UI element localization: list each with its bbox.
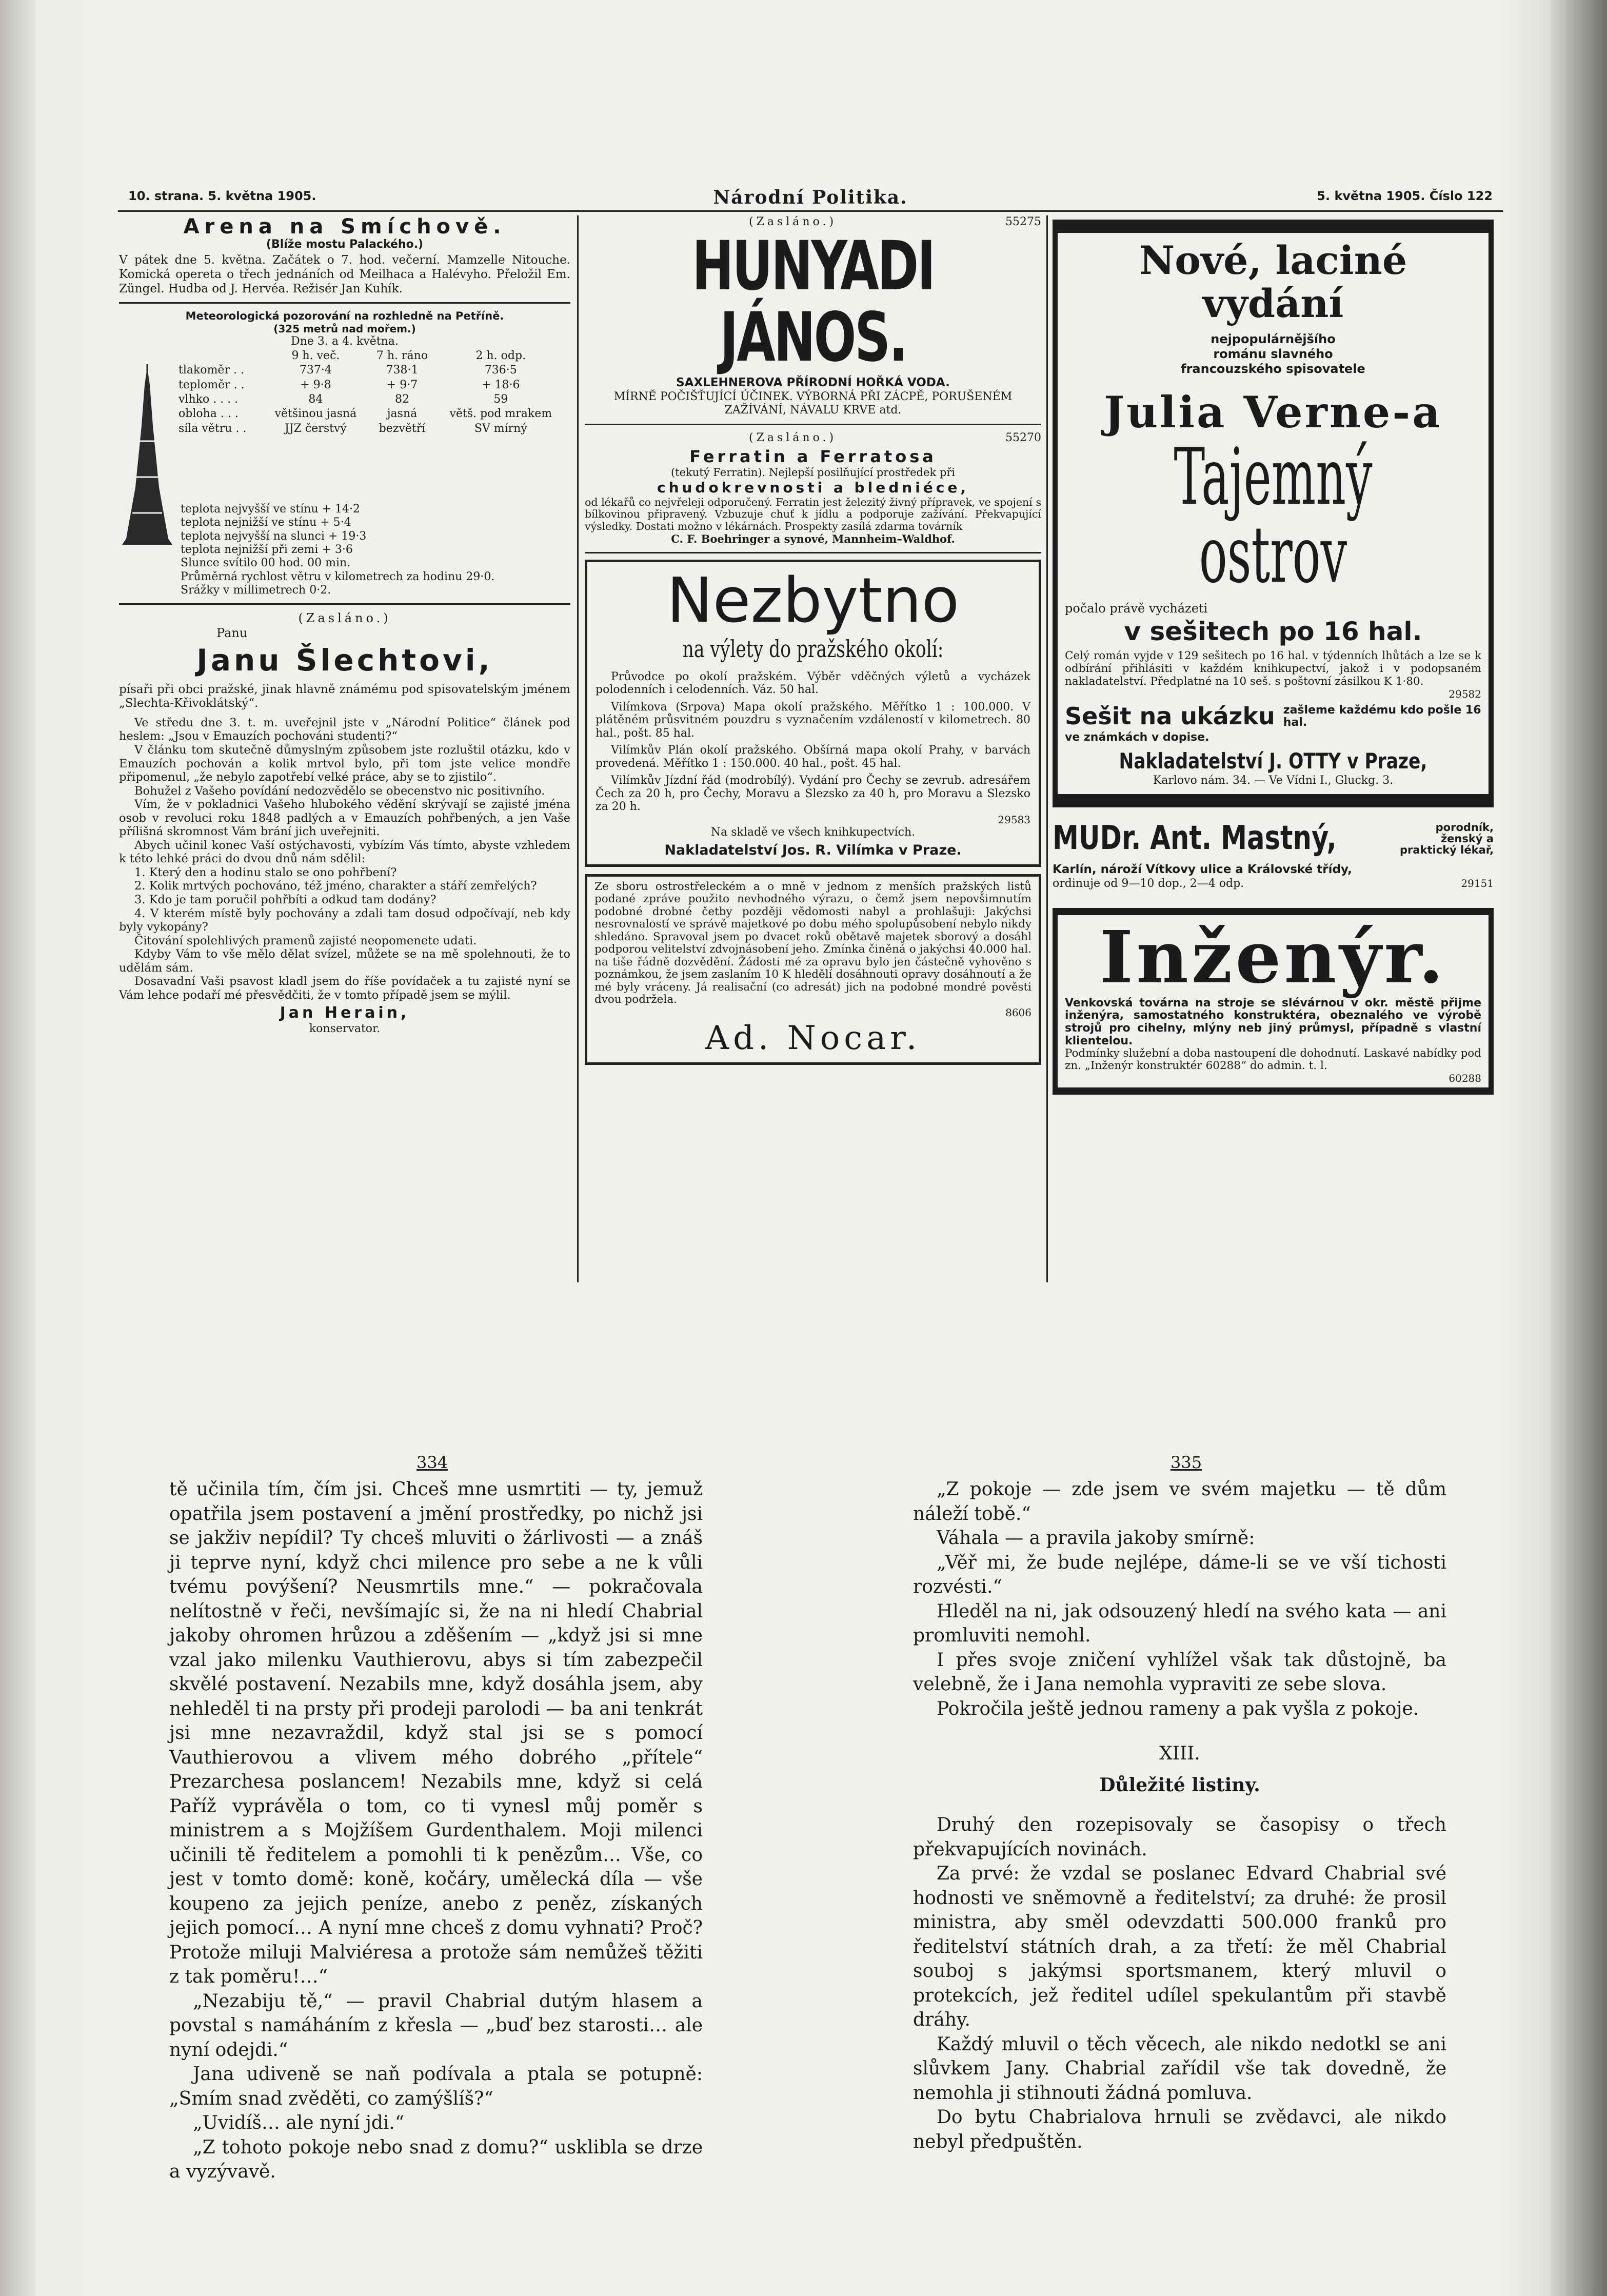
meteo-cell: větš. pod mrakem — [449, 407, 552, 421]
zaslano-label: (Zasláno.) — [749, 431, 837, 444]
meteo-head-cell: 9 h. več. — [291, 349, 340, 362]
column-rule-1 — [577, 215, 579, 1282]
mastny-ad — [1053, 819, 1494, 906]
signature-role: konservator. — [309, 1022, 381, 1036]
letter-paragraph: 4. V kterém místě byly pochovány a zdali tam dosud odpočívají, neb kdy byly vykopány? — [119, 906, 570, 934]
story-paragraph: Za prvé: že vzdal se poslanec Edvard Chabrial své hodnosti ve sněmovně a ředitelství; za druhé: že prosil ministra, aby směl odevzdatti 500.000 franků pro ředitelství státních drah, a za třetí: že měl Chabrial souboj s jakýmsi sportsmanem, který mluvil o protekcích, jež ředitel udílel spekulantům při stavbě dráhy. — [913, 1863, 1446, 2031]
column-3 — [1053, 215, 1494, 1095]
letter-paragraph: Ve středu dne 3. t. m. uveřejnil jste v „Národní Politice“ článek pod heslem: „Jsou v Emauzích pochováni studenti?“ — [119, 716, 570, 743]
left-binding-edge — [0, 0, 36, 2296]
mastny-code: 29151 — [1461, 877, 1494, 889]
meteo-cell: teploměr . . — [178, 378, 245, 391]
meteo-cell: SV mírný — [474, 422, 527, 435]
nocar-signature: Ad. Nocar. — [705, 1019, 921, 1057]
meteo-cell: bezvětří — [379, 422, 426, 435]
ad-code: 55275 — [1005, 215, 1041, 228]
letter-paragraph: 1. Který den a hodinu stalo se ono pohřbení? — [134, 865, 397, 879]
black-border-top — [1053, 908, 1494, 915]
verne-ad-text: Celý román vyjde v 129 sešitech po 16 hal. v týdenních lhůtách a lze se k odbírání přihlásiti v každém knihkupectví, jakož i v podopsaném nakladatelství. Předplatné na 10 seš. s poštovní zásilkou K 1·80. — [1065, 649, 1481, 688]
story-paragraph: „Z pokoje — zde jsem ve svém majetku — tě dům náleží tobě.“ — [913, 1479, 1446, 1525]
meteo-cell: 82 — [394, 392, 409, 406]
header-rule — [118, 210, 1503, 212]
stamps-note: ve známkách v dopise. — [1065, 730, 1209, 744]
sbor-code: 8606 — [1005, 1006, 1031, 1019]
mastny-role: porodník, ženský a praktický lékař, — [1399, 821, 1494, 856]
story-paragraph: Váhala — a pravila jakoby smírně: — [937, 1528, 1255, 1549]
verne-ad-line-3: francouzského spisovatele — [1181, 361, 1365, 376]
nezbytno-subtitle: na výlety do pražského okolí: — [682, 635, 944, 663]
sample-row — [1065, 702, 1481, 730]
hunyadi-title: HUNYADI JÁNOS. — [692, 227, 934, 377]
meteo-cell: 738·1 — [386, 364, 419, 377]
meteo-cell: + 9·7 — [386, 378, 418, 391]
sesitech-line: v sešitech po 16 hal. — [1124, 617, 1422, 647]
header-left: 10. strana. 5. května 1905. — [128, 189, 316, 203]
column-rule-2 — [1046, 215, 1048, 1282]
meteo-line: Slunce svítilo 00 hod. 00 min. — [181, 557, 351, 570]
letter-paragraph: 3. Kdo je tam poručil pohřbíti a odkud tam dodány? — [134, 893, 437, 906]
letter-intro: písaři při obci pražské, jinak hlavně známému pod spisovatelským jménem „Slechta-Křivoklátský“. — [119, 682, 570, 710]
meteo-row — [175, 407, 565, 421]
nezbytno-ad — [585, 560, 1041, 867]
ferratin-line-1: (tekutý Ferratin). Nejlepší posilňující prostředek při — [670, 466, 956, 479]
book-title: Tajemný ostrov — [1174, 431, 1373, 601]
pocalo-text: počalo právě vycházeti — [1065, 601, 1208, 616]
nezbytno-item: Vilímkův Jízdní řád (modrobílý). Vydání pro Čechy se zevrub. adresářem Čech za 20 h, pro Čechy, Moravu a Slezsko za 40 h, pro Moravu a Slezsko za 20 h. — [596, 774, 1030, 814]
meteo-cell: 84 — [308, 392, 323, 406]
verne-ad — [1053, 233, 1494, 794]
story-paragraph: Do bytu Chabrialova hrnuli se zvědavci, ale nikdo nebyl předpuštěn. — [913, 2107, 1446, 2152]
meteo-cell: 59 — [493, 392, 508, 406]
story-paragraph: Každý mluvil o těch věcech, ale nikdo nedotkl se ani slůvkem Jany. Chabrial zařídil vše tak dovedně, že nemohla ji stihnouti žádná pomluva. — [913, 2033, 1446, 2104]
meteo-line: teplota nejnižší ve stínu + 5·4 — [181, 516, 351, 529]
meteo-head-cell: 7 h. ráno — [376, 349, 428, 362]
sample-note: zašleme každému kdo pošle 16 hal. — [1283, 703, 1481, 729]
story-paragraph: Druhý den rozepisovaly se časopisy o třech překvapujících novinách. — [913, 1814, 1446, 1860]
meteo-cell: 736·5 — [484, 364, 517, 377]
verne-ad-line-1: nejpopulárnějšího — [1211, 332, 1336, 347]
divider — [585, 424, 1041, 425]
story-paragraph: I přes svoje zničení vyhlížel však tak důstojně, ba velebně, že i Jana nemohla vypraviti ze sebe slova. — [913, 1649, 1446, 1695]
letter-paragraph: Kdyby Vám to vše mělo dělat svízel, můžete se na mě spolehnouti, že to udělám sám. — [119, 947, 570, 975]
meteo-line: Srážky v millimetrech 0·2. — [181, 584, 331, 597]
author-name: Julia Verne-a — [1104, 386, 1442, 438]
verne-ad-title: Nové, laciné vydání — [1139, 237, 1407, 326]
hunyadi-line-2: MÍRNĚ POČIŠŤUJÍCÍ ÚČINEK. VÝBORNÁ PŘI ZÁCPĚ, PORUŠENÉM ZAŽÍVÁNÍ, NÁVALU KRVE atd. — [613, 390, 1013, 417]
mastny-name: MUDr. Ant. Mastný, — [1053, 819, 1337, 857]
ferratin-line-4: C. F. Boehringer a synové, Mannheim–Waldhof. — [671, 532, 955, 546]
right-page-edge — [1551, 0, 1607, 2296]
zaslano-label: (Zasláno.) — [298, 611, 391, 626]
sbor-text: Ze sboru ostrostřeleckém a o mně v jednom z menších pražských listů podané zpráve použito nevhodného výrazu, o čemž jsem nepovšimnutím podobné drobné četby později vědomosti nabyl a prohlašuji: Jakýchsi nesrovnalostí ve správě majetkové po dobu mého spolupůsobení nebylo nikdy shledáno. Spravoval jsem po dvacet roků obětavě majetek sborový a dosáhl podporou velitelství zdvojnásobení jeho. Zmínka činěná o jakýchsi 40.000 hal. na tiše řádně dozvědění. Žádosti mé za opravu bylo jen částečně vyhověno s poznámkou, že jsem zaslaním 10 K hledělí dosáhnouti opravy dosáhnoutí a že mé byly vráceny. Já realisační (co adresát) jich na podobné mondré pověsti dvou podržela. — [594, 880, 1031, 1006]
story-paragraph: „Nezabiju tě,“ — pravil Chabrial dutým hlasem a povstal s namáháním z křesla — „buď bez starosti… ale nyní odejdi.“ — [169, 1990, 703, 2061]
meteo-cell: síla větru . . — [178, 422, 247, 435]
inzenyr-ad — [1053, 915, 1494, 1088]
meteo-cell: vlhko . . . . — [178, 392, 239, 406]
meteo-head-cell: 2 h. odp. — [475, 349, 526, 362]
divider — [585, 552, 1041, 553]
arena-title: Arena na Smíchově. — [183, 215, 506, 239]
ferratin-line-3: od lékařů co nejvřeleji odporučený. Ferratin jest železitý živný přípravek, ve spojení s bílkovinou připravený. Vzbuzuje chuť k jídlu a podporuje zažívání. Překvapující výsledky. Dostati možno v lékárnách. Prospekty zasílá zdarma továrník — [585, 496, 1041, 532]
nezbytno-items — [596, 670, 1030, 814]
meteo-cell: většinou jasná — [274, 407, 357, 421]
letter-body — [119, 716, 570, 1002]
story-paragraph: Jana udiveně se naň podívala a ptala se potupně: „Smím snad zvěděti, co zamýšlíš?“ — [169, 2064, 703, 2109]
meteo-line: teplota nejvyšší ve stínu + 14·2 — [181, 502, 361, 516]
ad-code: 55270 — [1005, 431, 1041, 444]
verne-ad-line-2: románu slavného — [1213, 346, 1333, 361]
black-border-bottom — [1053, 1087, 1494, 1095]
inzenyr-title: Inženýr. — [1099, 915, 1447, 1000]
sbor-notice — [585, 874, 1041, 1065]
nezbytno-title: Nezbytno — [666, 565, 960, 637]
page-number-right: 335 — [1170, 1453, 1202, 1472]
meteo-cell: obloha . . . — [178, 407, 239, 421]
chapter-title: Důležité listiny. — [1099, 1774, 1260, 1796]
meteo-row — [175, 422, 565, 436]
ferratin-line-2: chudokrevnosti a bledniéce, — [657, 479, 969, 497]
letter-paragraph: Vím, že v pokladnici Vašeho hlubokého vědění skrývají se zajisté jména osob v revoluci roku 1848 padlých a v Emauzích pohřbených, a jen Vaše přílišná skromnost Vám brání jich uveřejniti. — [119, 798, 570, 839]
verne-ad-code: 29582 — [1449, 688, 1481, 701]
story-paragraph: Pokročila ještě jednou rameny a pak vyšla z pokoje. — [937, 1698, 1419, 1719]
meteo-line: Průměrná rychlost větru v kilometrech za hodinu 29·0. — [181, 570, 495, 583]
meteo-row — [175, 363, 565, 378]
divider — [119, 603, 570, 605]
masthead-title: Národní Politika. — [713, 187, 908, 208]
meteo-table — [175, 349, 565, 436]
otty-address: Karlovo nám. 34. — Ve Vídni I., Gluckg. 3. — [1153, 774, 1394, 787]
meteo-cell: + 9·8 — [300, 378, 331, 391]
meteo-block — [119, 349, 570, 503]
meteo-title: Meteorologická pozorování na rozhledně na Petříně. — [185, 310, 504, 323]
ferratin-title: Ferratin a Ferratosa — [689, 446, 937, 466]
story-paragraph: „Z tohoto pokoje nebo snad z domu?“ usklibla se drze a vyzývavě. — [169, 2136, 703, 2183]
otty-publisher: Nakladatelství J. OTTY v Praze, — [1119, 748, 1427, 774]
meteo-dates: Dne 3. a 4. května. — [291, 335, 399, 348]
letter-paragraph: Čitování spolehlivých pramenů zajisté neopomenete udati. — [134, 934, 477, 947]
nezbytno-publisher: Nakladatelství Jos. R. Vilímka v Praze. — [664, 842, 962, 859]
meteo-cell: + 18·6 — [482, 378, 520, 391]
nezbytno-item: Vilímkův Plán okolí pražského. Obšírná mapa okolí Prahy, v barvách provedená. Měřítko 1 : 150.000. 40 hal., pošt. 45 hal. — [596, 744, 1030, 770]
meteo-header-row — [175, 349, 565, 363]
running-header — [128, 189, 1493, 209]
letter-signature: Jan Herain, — [280, 1004, 410, 1022]
inzenyr-text: Venkovská továrna na stroje se slévárnou v okr. městě přijme inženýra, samostatného konstruktéra, obeznalého ve výrobě strojů pro cihelny, mlýny neb jiný průmysl, případně s vlastní klientelou. — [1065, 996, 1481, 1047]
letter-paragraph: V článku tom skutečně důmyslným způsobem jste rozluštil otázku, kdo v Emauzích pochován a kolik mrtvol bylo, při tom jste velice mondře připomenul, „že nebylo zapotřebí velké práce, aby se to zjistilo“. — [119, 743, 570, 784]
arena-text: V pátek dne 5. května. Začátek o 7. hod. večerní. Mamzelle Nitouche. Komická opereta o třech jednáních od Meilhaca a Halévyho. Přeložil Em. Züngel. Hudba od J. Hervéa. Režisér Jan Kuhík. — [119, 253, 570, 295]
arena-subtitle: (Blíže mostu Palackého.) — [266, 238, 424, 251]
story-paragraph: „Uvidíš… ale nyní jdi.“ — [193, 2112, 405, 2134]
letter-paragraph: Abych učinil konec Vaší ostýchavosti, vybízím Vás tímto, abyste vzhledem k této lehké práci do dvou dnů nám sdělil: — [119, 838, 570, 866]
meteo-line: teplota nejnižší při zemi + 3·6 — [181, 543, 353, 556]
nezbytno-code: 29583 — [998, 813, 1030, 826]
black-border-top — [1053, 220, 1494, 233]
meteo-head-cell — [175, 349, 263, 363]
nezbytno-note: Na skladě ve všech knihkupectvích. — [710, 825, 916, 839]
petrin-tower-icon — [119, 364, 175, 549]
header-right: 5. května 1905. Číslo 122 — [1317, 189, 1493, 203]
divider — [119, 302, 570, 304]
letter-addressee: Janu Šlechtovi, — [196, 643, 493, 678]
mastny-hours: ordinuje od 9—10 dop., 2—4 odp. — [1053, 877, 1244, 890]
meteo-notes — [181, 503, 570, 598]
column-2 — [585, 215, 1041, 1065]
meteo-line: teplota nejvyšší na slunci + 19·3 — [181, 529, 367, 543]
inzenyr-code: 60288 — [1449, 1072, 1481, 1085]
meteo-cell: JJZ čerstvý — [285, 422, 347, 435]
letter-paragraph: Dosavadní Vaši psavost kladl jsem do říše povídaček a tu zajisté nyní se Vám lehce podaří mé přesvědčiti, že v tomto případě jsem se mýlil. — [119, 975, 570, 1002]
meteo-cell: tlakoměr . . — [178, 364, 244, 377]
meteo-row — [175, 392, 565, 407]
story-paragraph: Hleděl na ni, jak odsouzený hledí na svého kata — ani promluviti nemohl. — [913, 1600, 1446, 1647]
meteo-row — [175, 378, 565, 392]
nezbytno-item: Průvodce po okolí pražském. Výběr vděčných výletů a vycházek polodenních i celodenních. Váz. 50 hal. — [596, 670, 1030, 697]
nezbytno-item: Vilímkova (Srpova) Mapa okolí pražského. Měřítko 1 : 100.000. V plátěném průsvitném pouzdru s vyznačením vzdáleností v kilometrech. 80 hal., pošt. 85 hal. — [596, 700, 1030, 740]
zaslano-row — [585, 431, 1041, 447]
chapter-number: XIII. — [1159, 1743, 1200, 1765]
hunyadi-line-1: SAXLEHNEROVA PŘÍRODNÍ HOŘKÁ VODA. — [676, 376, 950, 390]
story-right-column — [913, 1477, 1446, 2154]
story-paragraph: tě učinila tím, čím jsi. Chceš mne usmrtiti — ty, jemuž opatřila jsem postavení a jmění prostředky, po nichž jsi se jakživ nepídil? Ty chceš mluviti o žárlivosti — a znáš ji teprve nyní, když chci milence pro sebe a ne k vůli tvému povýšení? Neusmrtils mne.“ — pokračovala nelítostně v řeči, nevšímajíc si, že na ni hledí Chabrial jakoby ohromen hrůzou a zděšením — „když jsi si mne vzal jako milenku Vauthierovu, abys si tím zabezpečil skvělé postavení. Nezabils mne, když dosáhla jsem, aby nehleděl ti na prsty při prodeji parolodi — ba ani tenkrát jsi mne nezavraždil, když stal jsi se s pomocí Vauthierovou a vlivem mého dobrého „přítele“ Prezarchesa poslancem! Nezabils mne, když si celá Paříž vyprávěla o tom, co ti vynesl můj poměr s ministrem a s Mojžíšem Gurdenthalem. Moji milenci učinili tě ředitelem a pomohli ti k penězům… Vše, co jest v tomto domě: koně, kočáry, umělecká díla — vše koupeno za jejich peníze, anebo z peněz, získaných jejich pomocí… A nyní mne chceš z domu vyhnati? Proč? Protože miluji Malviéresa a protože sám nemůžeš těžiti z tak poměru!…“ — [169, 1479, 703, 1988]
sample-issue: Sešit na ukázku — [1065, 702, 1275, 730]
letter-paragraph: 2. Kolik mrtvých pochováno, též jméno, charakter a stáří zemřelých? — [134, 879, 537, 893]
inzenyr-text-2: Podmínky služební a doba nastoupení dle dohodnutí. Laskavé nabídky pod zn. „Inženýr konstruktér 60288“ do admin. t. l. — [1065, 1047, 1481, 1073]
column-1 — [119, 215, 570, 1036]
meteo-subtitle: (325 metrů nad mořem.) — [273, 323, 416, 335]
page-number-left: 334 — [416, 1453, 448, 1472]
story-left-column — [169, 1477, 703, 2184]
meteo-cell: 737·4 — [299, 364, 332, 377]
salutation: Panu — [216, 626, 248, 641]
black-border-bottom — [1053, 794, 1494, 807]
story-paragraph: „Věř mi, že bude nejlépe, dáme-li se ve vší tichosti rozvésti.“ — [913, 1552, 1446, 1598]
zaslano-label: (Zasláno.) — [749, 215, 837, 228]
meteo-cell: jasná — [387, 407, 418, 421]
letter-paragraph: Bohužel z Vašeho povídání nedozvědělo se obecenstvo nic positivního. — [134, 784, 545, 798]
mastny-address: Karlín, nároží Vítkovy ulice a Královské třídy, — [1053, 862, 1352, 876]
